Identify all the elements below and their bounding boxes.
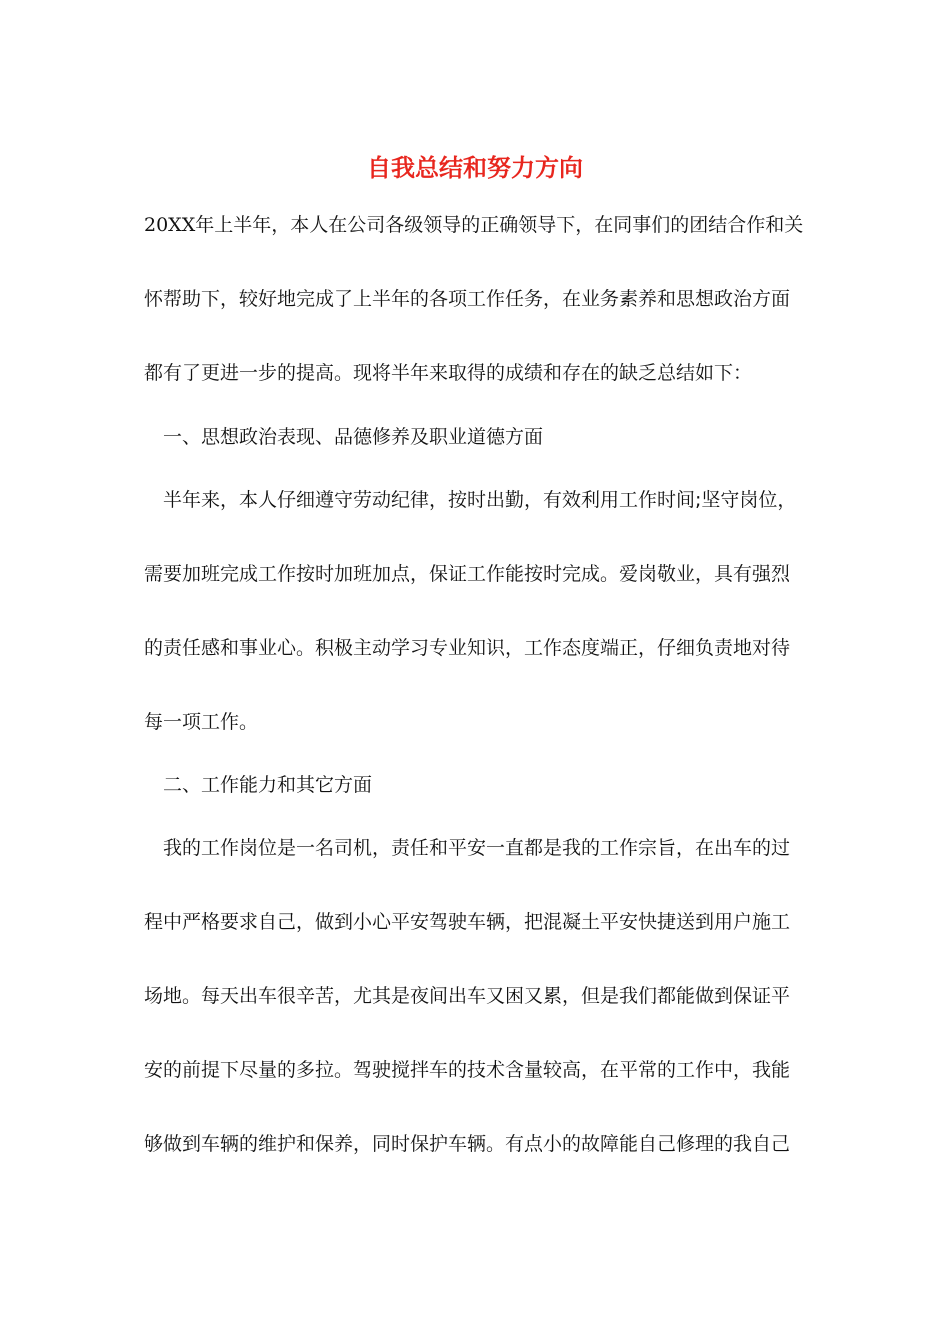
section-2-line-2: 程中严格要求自己，做到小心平安驾驶车辆，把混凝土平安快捷送到用户施工 [144,911,791,933]
document-title: 自我总结和努力方向 [367,153,583,182]
section-1-line-3: 的责任感和事业心。积极主动学习专业知识，工作态度端正，仔细负责地对待 [144,637,791,659]
section-1-line-2: 需要加班完成工作按时加班加点，保证工作能按时完成。爱岗敬业，具有强烈 [144,563,791,585]
section-1-heading: 一、思想政治表现、品德修养及职业道德方面 [163,426,544,448]
section-2-line-4: 安的前提下尽量的多拉。驾驶搅拌车的技术含量较高，在平常的工作中，我能 [144,1059,791,1081]
section-2-line-3: 场地。每天出车很辛苦，尤其是夜间出车又困又累，但是我们都能做到保证平 [144,985,791,1007]
section-2-heading: 二、工作能力和其它方面 [163,774,373,796]
section-1-line-4: 每一项工作。 [144,711,259,733]
year-text: 20XX [144,214,196,236]
paragraph-1-line-2: 怀帮助下，较好地完成了上半年的各项工作任务，在业务素养和思想政治方面 [144,288,791,310]
section-1-line-1: 半年来，本人仔细遵守劳动纪律，按时出勤，有效利用工作时间;坚守岗位， [163,489,797,511]
section-2-line-5: 够做到车辆的维护和保养，同时保护车辆。有点小的故障能自己修理的我自己 [144,1133,791,1155]
paragraph-1-line-3: 都有了更进一步的提高。现将半年来取得的成绩和存在的缺乏总结如下： [144,362,753,384]
paragraph-1-line-1 [144,211,804,239]
paragraph-1-line-1-text: 年上半年，本人在公司各级领导的正确领导下，在同事们的团结合作和关 [195,214,804,236]
section-2-line-1: 我的工作岗位是一名司机，责任和平安一直都是我的工作宗旨，在出车的过 [163,837,791,859]
